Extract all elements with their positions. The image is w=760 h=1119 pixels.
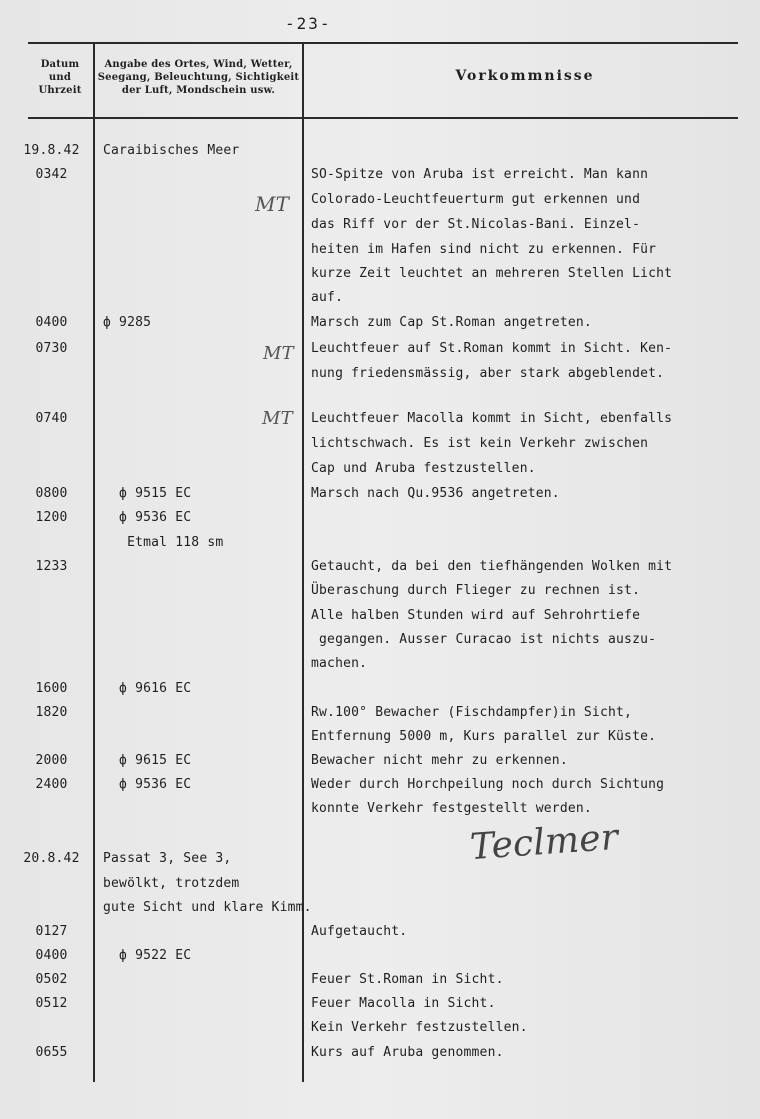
- header-bottom-rule: [28, 117, 738, 119]
- log-row: Entfernung 5000 m, Kurs parallel zur Küste.: [311, 729, 657, 744]
- log-row: 0342 SO-Spitze von Aruba ist erreicht. Man kann: [35, 167, 649, 182]
- table-top-rule: [28, 42, 738, 44]
- log-row: 19.8.42 Caraibisches Meer: [23, 143, 240, 158]
- handwritten-signature: Teclmer: [468, 816, 620, 869]
- log-row: Alle halben Stunden wird auf Sehrohrtiefe: [311, 608, 641, 623]
- page-number: -23-: [285, 14, 332, 33]
- log-row: Colorado-Leuchtfeuerturm gut erkennen und: [311, 192, 641, 207]
- log-row: 2000 ф 9615 EC Bewacher nicht mehr zu erkennen.: [35, 753, 568, 768]
- log-row: 0127 Aufgetaucht.: [35, 924, 408, 939]
- log-row: nung friedensmässig, aber stark abgeblendet.: [311, 366, 665, 381]
- log-row: 0655 Kurs auf Aruba genommen.: [35, 1045, 504, 1060]
- log-row: Kein Verkehr festzustellen.: [311, 1020, 528, 1035]
- log-row: 1200 ф 9536 EC: [35, 510, 192, 525]
- log-row: 0800 ф 9515 EC Marsch nach Qu.9536 angetreten.: [35, 486, 560, 501]
- log-row: kurze Zeit leuchtet an mehreren Stellen Licht: [311, 266, 673, 281]
- log-row: bewölkt, trotzdem: [103, 876, 240, 891]
- handwritten-annotation: MT: [255, 192, 290, 216]
- log-row: lichtschwach. Es ist kein Verkehr zwischen: [311, 436, 649, 451]
- header-events: Vorkommnisse: [455, 68, 595, 84]
- log-row: 20.8.42 Passat 3, See 3,: [23, 851, 232, 866]
- log-row: auf.: [311, 290, 344, 305]
- log-row: 2400 ф 9536 EC Weder durch Horchpeilung noch durch Sichtung: [35, 777, 665, 792]
- log-row: Überaschung durch Flieger zu rechnen ist.: [311, 583, 641, 598]
- log-row: 1820 Rw.100° Bewacher (Fischdampfer)in Sicht,: [35, 705, 633, 720]
- log-row: 0512 Feuer Macolla in Sicht.: [35, 996, 496, 1011]
- log-row: das Riff vor der St.Nicolas-Bani. Einzel-: [311, 217, 641, 232]
- log-row: gegangen. Ausser Curacao ist nichts auszu-: [311, 632, 657, 647]
- header-place: Angabe des Ortes, Wind, Wetter, Seegang, Beleuchtung, Sichtigkeit der Luft, Mondschein usw.: [97, 59, 300, 96]
- log-row: konnte Verkehr festgestellt werden.: [311, 801, 592, 816]
- log-row: Cap und Aruba festzustellen.: [311, 461, 536, 476]
- log-row: 0730 Leuchtfeuer auf St.Roman kommt in Sicht. Ken-: [35, 341, 673, 356]
- log-row: 1233 Getaucht, da bei den tiefhängenden Wolken mit: [35, 559, 673, 574]
- log-row: 0400 ф 9522 EC: [35, 948, 192, 963]
- log-row: Etmal 118 sm: [103, 535, 224, 550]
- log-row: 0400 ф 9285 Marsch zum Cap St.Roman angetreten.: [35, 315, 592, 330]
- handwritten-annotation: MT: [263, 343, 294, 364]
- handwritten-annotation: MT: [262, 408, 293, 429]
- log-row: heiten im Hafen sind nicht zu erkennen. Für: [311, 242, 657, 257]
- log-row: 0502 Feuer St.Roman in Sicht.: [35, 972, 504, 987]
- header-date: Datum und Uhrzeit: [38, 59, 82, 96]
- log-row: machen.: [311, 656, 368, 671]
- log-row: 0740 Leuchtfeuer Macolla kommt in Sicht, ebenfalls: [35, 411, 673, 426]
- log-row: 1600 ф 9616 EC: [35, 681, 192, 696]
- log-row: gute Sicht und klare Kimm.: [103, 900, 312, 915]
